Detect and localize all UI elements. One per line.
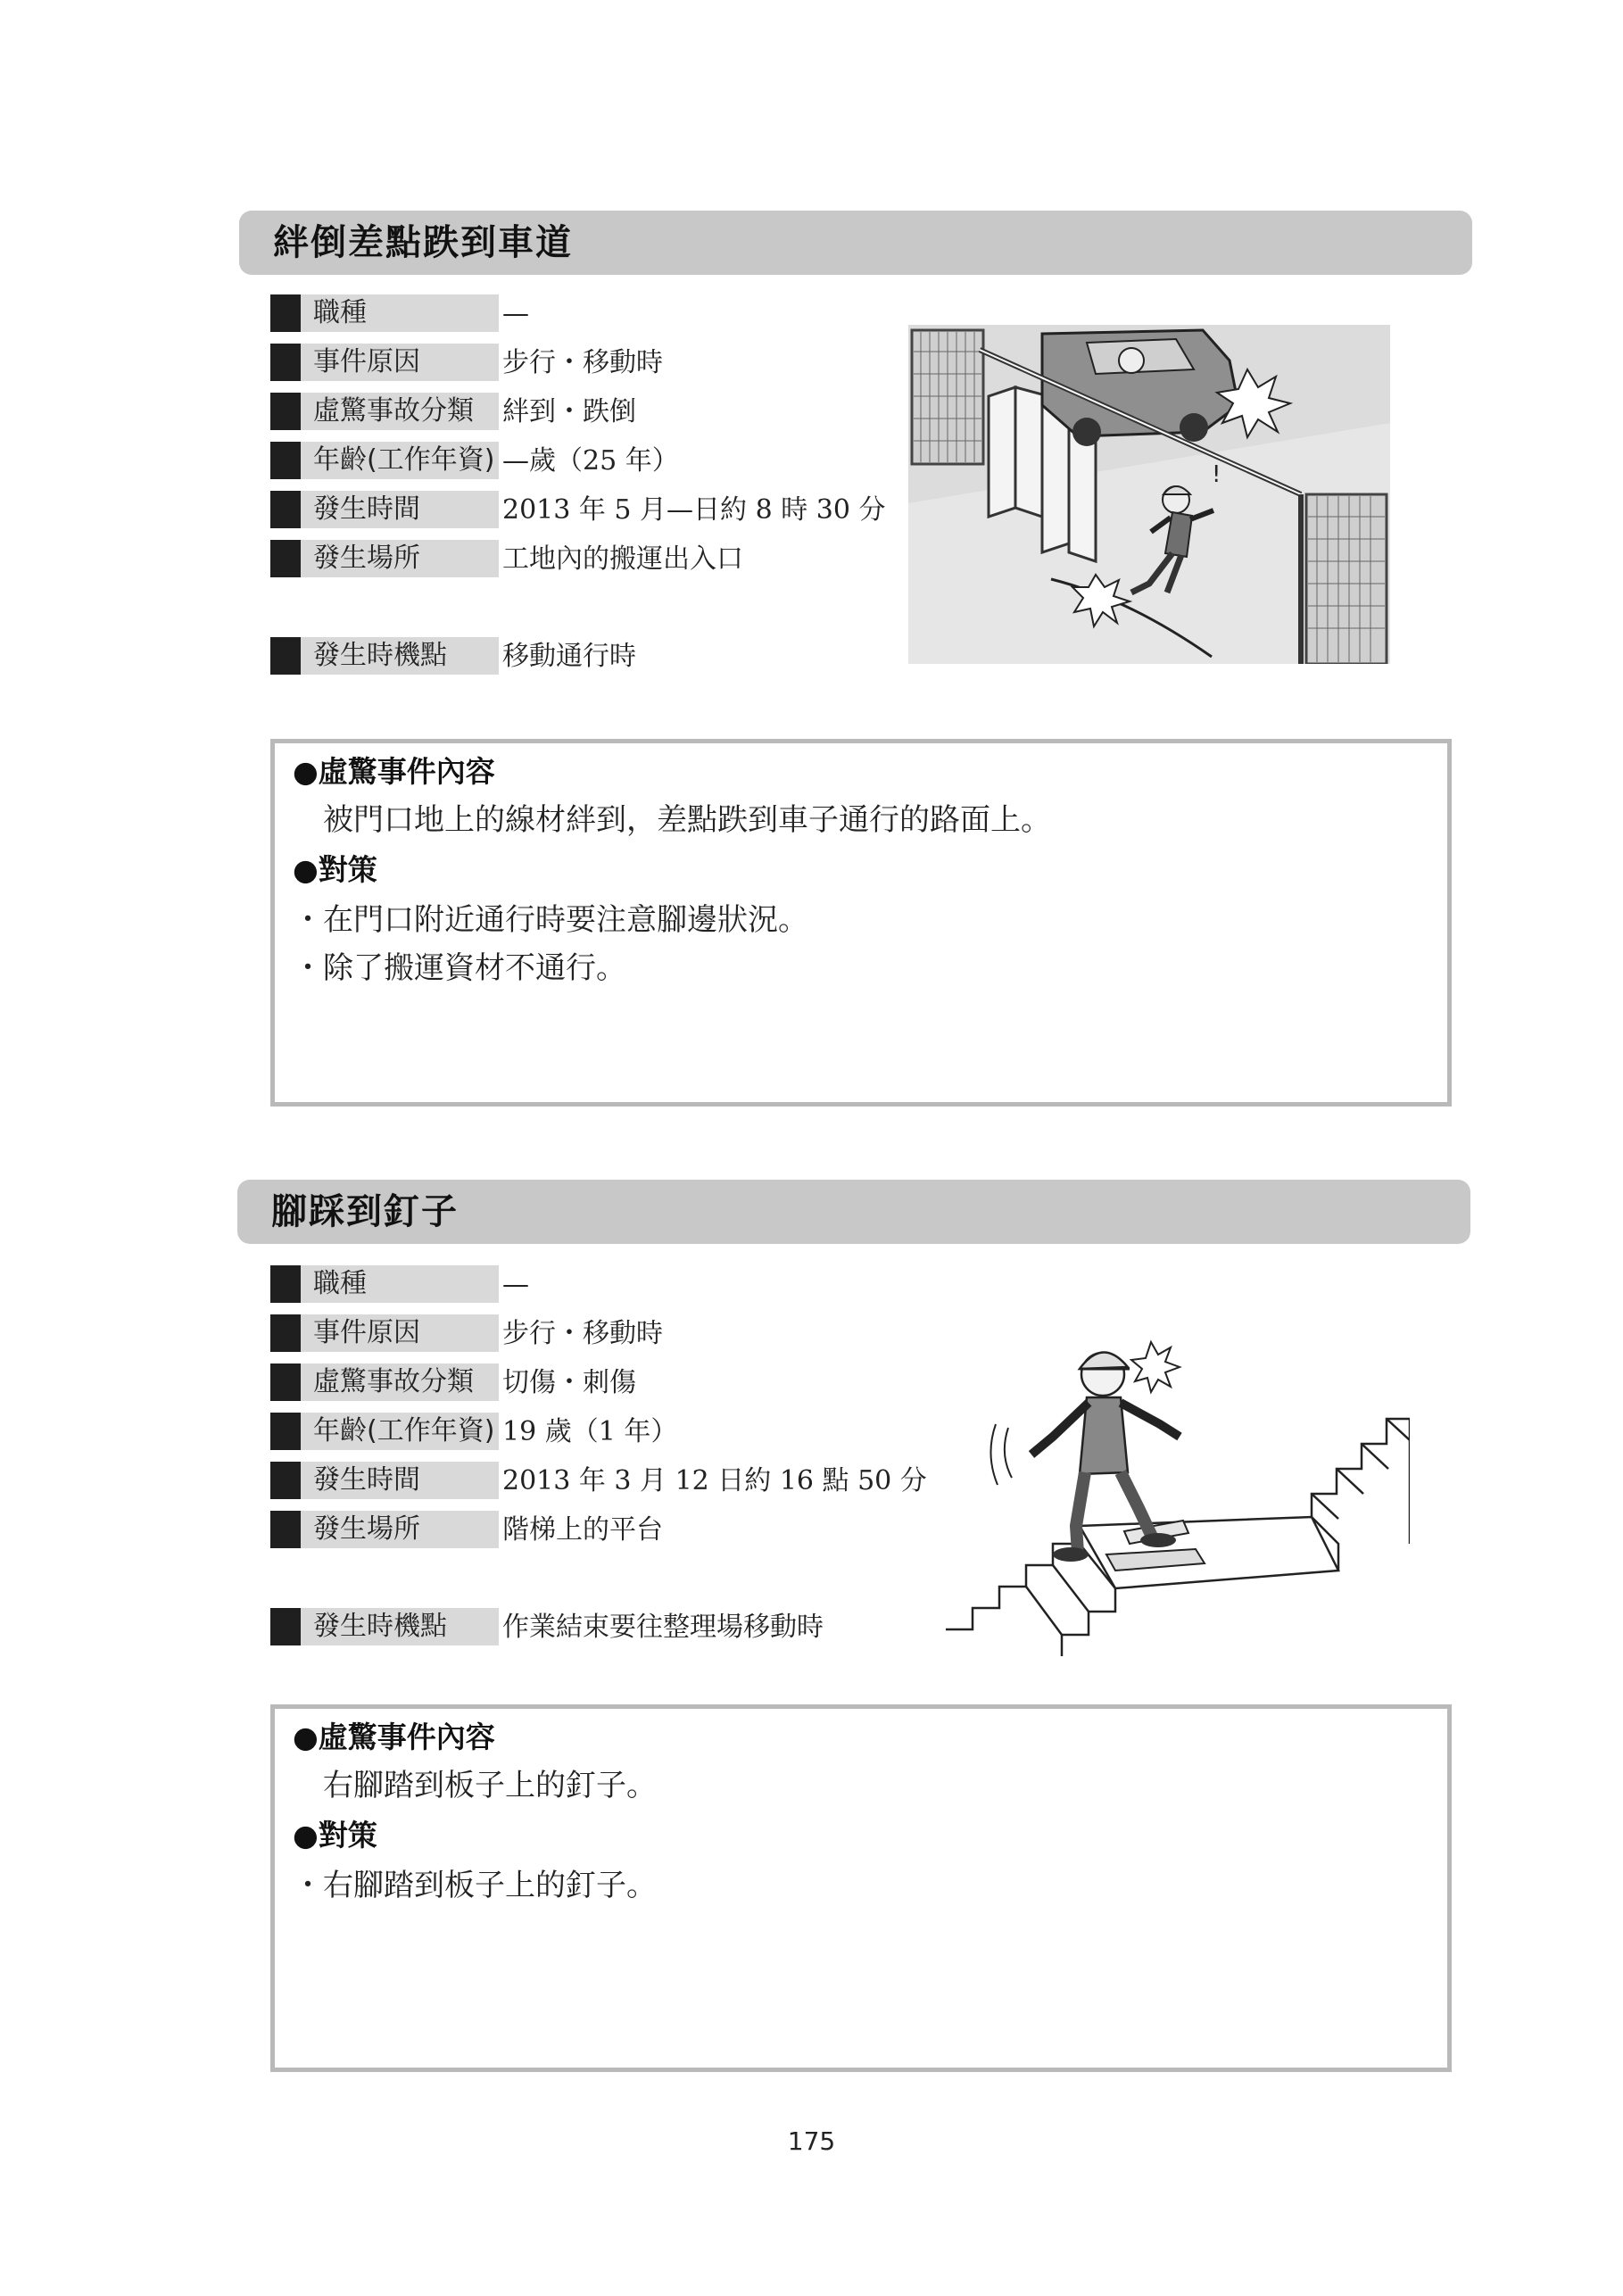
- content-text: 右腳踏到板子上的釘子。: [323, 1768, 657, 1803]
- row-marker: [270, 393, 301, 430]
- measures-heading: ●對策: [293, 1818, 377, 1853]
- info-label: 事件原因: [301, 1314, 499, 1352]
- info-value: —: [502, 1269, 529, 1300]
- page-number: 175: [787, 2126, 836, 2156]
- info-label: 發生時機點: [301, 1608, 499, 1645]
- measure-item: ・除了搬運資材不通行。: [293, 950, 626, 986]
- incident-box: [270, 739, 1452, 1107]
- info-value: 2013 年 3 月 12 日約 16 點 50 分: [502, 1465, 927, 1496]
- row-marker: [270, 344, 301, 381]
- row-marker: [270, 540, 301, 577]
- info-value: 工地內的搬運出入口: [502, 543, 743, 575]
- info-value: 階梯上的平台: [502, 1514, 663, 1546]
- info-value: 步行・移動時: [502, 1318, 663, 1349]
- row-marker: [270, 1364, 301, 1401]
- info-value: 切傷・刺傷: [502, 1367, 636, 1398]
- info-value: —: [502, 298, 529, 329]
- row-marker: [270, 294, 301, 332]
- measures-heading: ●對策: [293, 852, 377, 887]
- row-marker: [270, 637, 301, 675]
- info-value: 移動通行時: [502, 641, 636, 672]
- info-value: 絆到・跌倒: [502, 396, 636, 427]
- nail-on-stairs-illustration: [946, 1321, 1410, 1660]
- row-marker: [270, 1413, 301, 1450]
- trip-at-gate-illustration: [908, 325, 1390, 664]
- svg-text:!: !: [1212, 461, 1221, 488]
- info-value: 2013 年 5 月—日約 8 時 30 分: [502, 494, 886, 526]
- row-marker: [270, 1314, 301, 1352]
- row-marker: [270, 491, 301, 528]
- case-title: 絆倒差點跌到車道: [239, 211, 1472, 275]
- measure-item: ・右腳踏到板子上的釘子。: [293, 1868, 657, 1903]
- content-heading: ●虛驚事件內容: [293, 1720, 495, 1754]
- info-label: 事件原因: [301, 344, 499, 381]
- info-value: 19 歲（1 年）: [502, 1416, 678, 1447]
- info-label: 職種: [301, 294, 499, 332]
- row-marker: [270, 1265, 301, 1303]
- content-heading: ●虛驚事件內容: [293, 754, 495, 789]
- info-value: 步行・移動時: [502, 347, 663, 378]
- info-label: 發生場所: [301, 1511, 499, 1548]
- incident-box: [270, 1704, 1452, 2072]
- info-label: 虛驚事故分類: [301, 1364, 499, 1401]
- info-label: 發生場所: [301, 540, 499, 577]
- info-label: 發生時機點: [301, 637, 499, 675]
- row-marker: [270, 1462, 301, 1499]
- row-marker: [270, 442, 301, 479]
- measure-item: ・在門口附近通行時要注意腳邊狀況。: [293, 902, 808, 938]
- info-value: —歲（25 年）: [502, 445, 679, 477]
- content-text: 被門口地上的線材絆到，差點跌到車子通行的路面上。: [323, 802, 1051, 838]
- case-title: 腳踩到釘子: [237, 1180, 1470, 1244]
- info-value: 作業結束要往整理場移動時: [502, 1612, 824, 1643]
- row-marker: [270, 1511, 301, 1548]
- info-label: 虛驚事故分類: [301, 393, 499, 430]
- info-label: 年齡(工作年資): [301, 1413, 499, 1450]
- info-label: 發生時間: [301, 1462, 499, 1499]
- info-label: 職種: [301, 1265, 499, 1303]
- info-label: 年齡(工作年資): [301, 442, 499, 479]
- row-marker: [270, 1608, 301, 1645]
- info-label: 發生時間: [301, 491, 499, 528]
